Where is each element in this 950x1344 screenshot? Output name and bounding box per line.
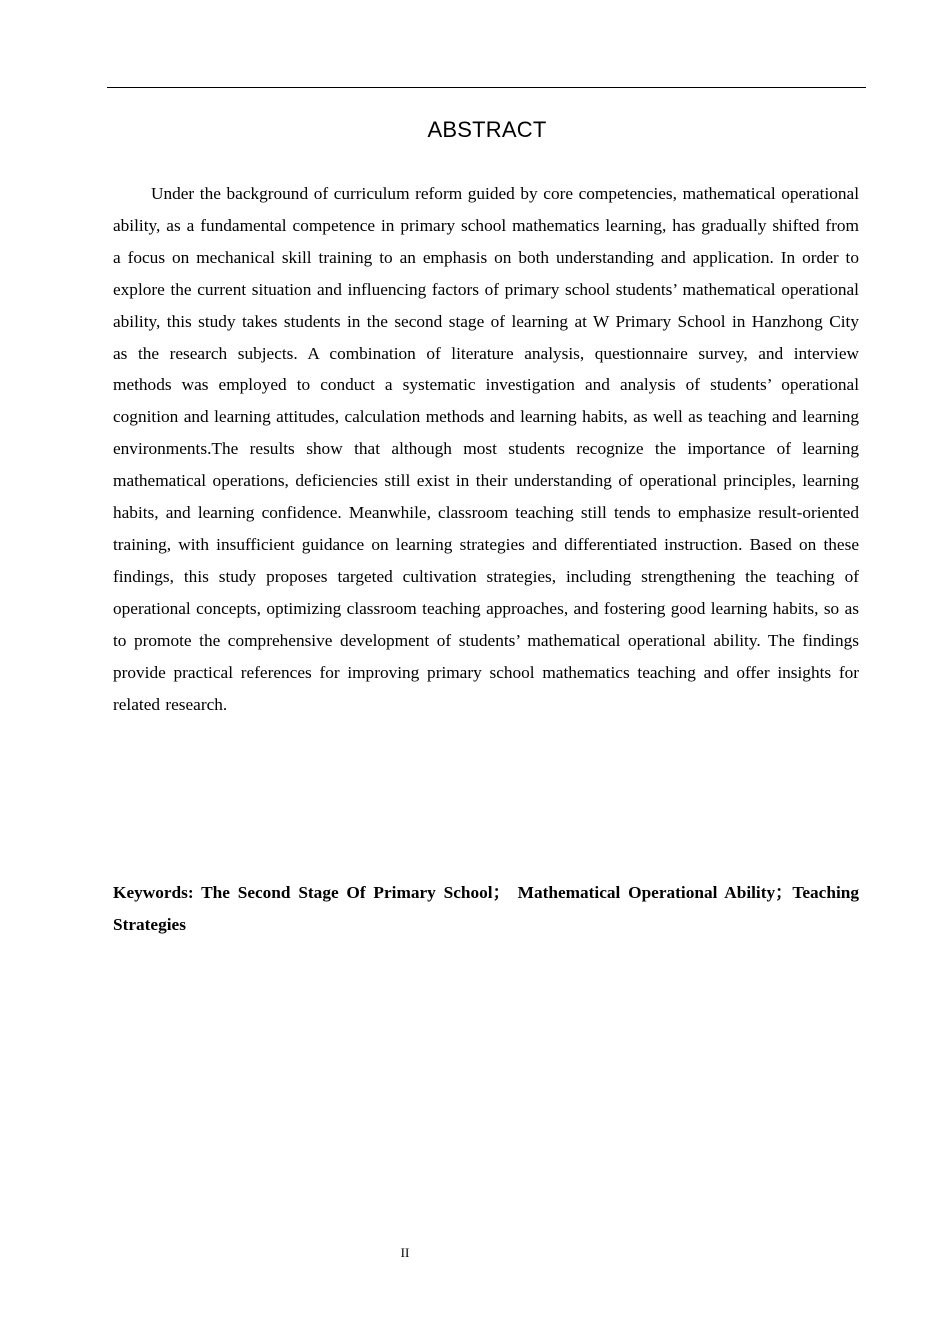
abstract-body: Under the background of curriculum reform guided by core competencies, mathematical operational ability, as a fundamental competence in primary school mathematics learning, has gradually shifted from a focus on mechanical skill training to an emphasis on both understanding and application. In order to explore the current situation and influencing factors of primary school students’ mathematical operational ability, this study takes students in the second stage of learning at W Primary School in Hanzhong City as the research subjects. A combination of literature analysis, questionnaire survey, and interview methods was employed to conduct a systematic investigation and analysis of students’ operational cognition and learning attitudes, calculation methods and learning habits, as well as teaching and learning environments.The results show that although most students recognize the importance of learning mathematical operations, deficiencies still exist in their understanding of operational principles, learning habits, and learning confidence. Meanwhile, classroom teaching still tends to emphasize result-oriented training, with insufficient guidance on learning strategies and differentiated instruction. Based on these findings, this study proposes targeted cultivation strategies, including strengthening the teaching of operational concepts, optimizing classroom teaching approaches, and fostering good learning habits, so as to promote the comprehensive development of students’ mathematical operational ability. The findings provide practical references for improving primary school mathematics teaching and offer insights for related research. bbox=[113, 184, 859, 714]
page-number: II bbox=[400, 1245, 410, 1260]
header-rule bbox=[107, 87, 866, 88]
keywords: Keywords: The Second Stage Of Primary School； Mathematical Operational Ability；Teaching Strategies bbox=[113, 883, 859, 934]
abstract-title: ABSTRACT bbox=[427, 117, 547, 142]
